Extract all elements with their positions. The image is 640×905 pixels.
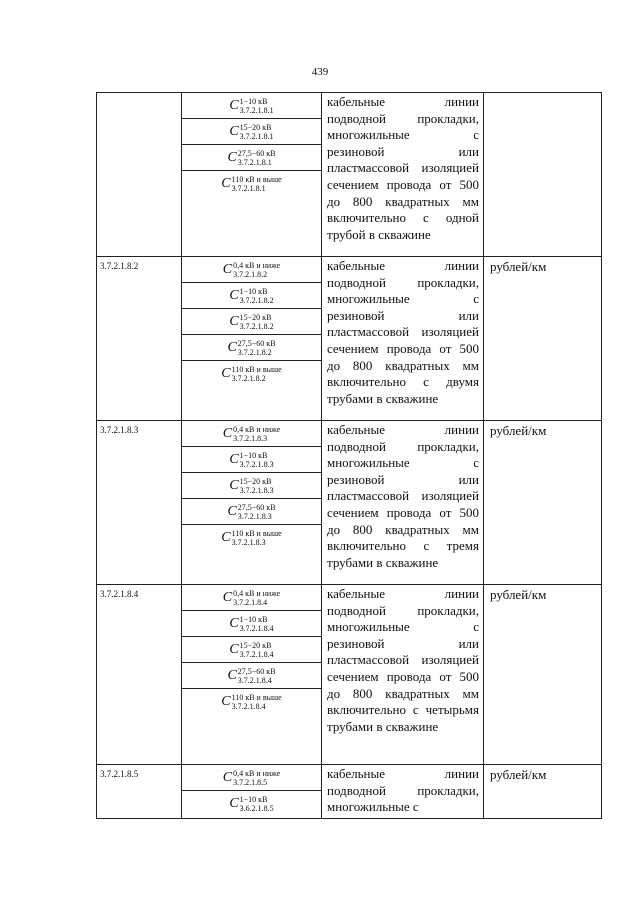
rate-symbol-superscript: 15−20 кВ (239, 122, 272, 132)
rate-symbol-formula (229, 477, 273, 495)
rate-symbol-letter: C (222, 769, 233, 785)
rate-symbol-indices (238, 339, 276, 357)
rate-symbol-superscript: 0,4 кВ и ниже (233, 424, 281, 434)
rate-symbol-indices (233, 425, 280, 443)
rate-symbol-superscript: 27,5−60 кВ (237, 502, 276, 512)
rate-symbol-superscript: 27,5−60 кВ (237, 338, 276, 348)
rate-symbol-indices (240, 477, 274, 495)
rate-symbol (182, 663, 321, 689)
rate-symbol-formula (227, 667, 275, 685)
rate-symbol-superscript: 1−10 кВ (239, 96, 268, 106)
rate-symbol-superscript: 1−10 кВ (239, 614, 268, 624)
rate-symbol-indices (232, 365, 282, 383)
rate-symbol-indices (240, 123, 274, 141)
rate-symbol-formula (221, 529, 281, 547)
rate-symbol-letter: C (221, 530, 231, 545)
rate-symbol-subscript: 3.7.2.1.8.3 (239, 459, 274, 469)
rate-symbol-formula (221, 365, 281, 383)
rate-symbol-indices (240, 795, 274, 813)
rate-symbol (182, 689, 321, 715)
row-description: кабельные линии подводной прокладки, многожильные с резиновой или пластмассовой изоляцией сечением провода от 500 до 800 квадратных мм включительно с одной трубой в скважине (322, 93, 484, 257)
rate-symbol (182, 447, 321, 473)
rate-symbol-subscript: 3.7.2.1.8.5 (233, 777, 268, 787)
table-row (97, 765, 602, 819)
rate-symbol (182, 765, 321, 791)
rate-symbol-letter: C (222, 589, 233, 605)
rate-symbol-subscript: 3.7.2.1.8.2 (231, 374, 266, 383)
table-row (97, 257, 602, 421)
row-code (97, 93, 182, 257)
table-row (97, 93, 602, 257)
table-row (97, 421, 602, 585)
rate-symbol (182, 119, 321, 145)
rate-symbol-letter: C (229, 796, 239, 811)
rate-symbol-letter: C (229, 477, 239, 493)
rate-symbol-subscript: 3.7.2.1.8.2 (237, 347, 272, 357)
rate-symbol-indices (240, 615, 274, 633)
rate-symbol (182, 283, 321, 309)
rate-symbol (182, 499, 321, 525)
row-symbols (182, 93, 322, 257)
row-symbols (182, 421, 322, 585)
rate-symbol-formula (221, 693, 281, 711)
rate-symbol-formula (229, 641, 273, 659)
rate-symbol-superscript: 1−10 кВ (239, 795, 268, 804)
rate-symbol-subscript: 3.7.2.1.8.4 (239, 623, 274, 633)
rate-symbol-letter: C (221, 694, 231, 709)
rate-symbol-subscript: 3.7.2.1.8.3 (233, 433, 268, 443)
rate-symbol-indices (233, 589, 280, 607)
rate-symbol-formula (227, 149, 275, 167)
rate-symbol-formula (229, 615, 273, 633)
tariff-table (96, 92, 602, 819)
rate-symbol-subscript: 3.7.2.1.8.1 (239, 131, 274, 141)
rate-symbol-formula (229, 451, 273, 469)
rate-symbol-superscript: 110 кВ и выше (231, 365, 282, 374)
rate-symbol-letter: C (221, 366, 231, 381)
rate-symbol-superscript: 1−10 кВ (239, 450, 268, 460)
rate-symbol (182, 611, 321, 637)
rate-symbol-formula (221, 175, 281, 193)
rate-symbol-indices (238, 149, 276, 167)
rate-symbol (182, 637, 321, 663)
rate-symbol-formula (223, 589, 280, 607)
rate-symbol (182, 791, 321, 817)
symbol-list (182, 421, 321, 551)
rate-symbol-subscript: 3.7.2.1.8.3 (237, 511, 272, 521)
row-description: кабельные линии подводной прокладки, многожильные с (322, 765, 484, 819)
rate-symbol-subscript: 3.7.2.1.8.3 (239, 485, 274, 495)
rate-symbol-superscript: 15−20 кВ (239, 312, 272, 322)
row-description: кабельные линии подводной прокладки, многожильные с резиновой или пластмассовой изоляцией сечением провода от 500 до 800 квадратных мм включительно с тремя трубами в скважине (322, 421, 484, 585)
rate-symbol-letter: C (227, 503, 237, 519)
rate-symbol-superscript: 110 кВ и выше (231, 529, 282, 538)
rate-symbol-letter: C (229, 615, 239, 631)
row-description: кабельные линии подводной прокладки, многожильные с резиновой или пластмассовой изоляцией сечением провода от 500 до 800 квадратных мм включительно с четырьмя трубами в скважине (322, 585, 484, 765)
rate-symbol-indices (240, 313, 274, 331)
rate-symbol-formula (223, 425, 280, 443)
rate-symbol-letter: C (222, 425, 233, 441)
rate-symbol (182, 145, 321, 171)
rate-symbol-formula (229, 287, 273, 305)
row-unit: рублей/км (484, 421, 602, 585)
rate-symbol-indices (238, 503, 276, 521)
rate-symbol-superscript: 27,5−60 кВ (237, 666, 276, 676)
rate-symbol-superscript: 27,5−60 кВ (237, 148, 276, 158)
rate-symbol-subscript: 3.7.2.1.8.2 (233, 269, 268, 279)
rate-symbol-subscript: 3.7.2.1.8.1 (237, 157, 272, 167)
rate-symbol (182, 361, 321, 387)
rate-symbol (182, 257, 321, 283)
rate-symbol-letter: C (227, 339, 237, 355)
row-unit: рублей/км (484, 585, 602, 765)
rate-symbol (182, 309, 321, 335)
rate-symbol-indices (232, 529, 282, 547)
rate-symbol-superscript: 0,4 кВ и ниже (233, 260, 281, 270)
rate-symbol-formula (229, 313, 273, 331)
rate-symbol-subscript: 3.6.2.1.8.5 (239, 804, 274, 813)
rate-symbol-formula (223, 769, 280, 787)
rate-symbol-letter: C (221, 176, 231, 191)
rate-symbol-subscript: 3.7.2.1.8.2 (239, 321, 274, 331)
rate-symbol-subscript: 3.7.2.1.8.1 (239, 105, 274, 115)
rate-symbol-indices (240, 641, 274, 659)
row-symbols (182, 765, 322, 819)
rate-symbol-letter: C (222, 261, 233, 277)
rate-symbol-superscript: 0,4 кВ и ниже (233, 768, 281, 778)
row-symbols (182, 585, 322, 765)
symbol-list (182, 257, 321, 387)
row-unit: рублей/км (484, 765, 602, 819)
row-unit: рублей/км (484, 257, 602, 421)
row-code: 3.7.2.1.8.2 (97, 257, 182, 421)
rate-symbol-letter: C (229, 313, 239, 329)
rate-symbol-subscript: 3.7.2.1.8.4 (237, 675, 272, 685)
rate-symbol-superscript: 110 кВ и выше (231, 693, 282, 702)
rate-symbol-formula (223, 261, 280, 279)
symbol-list (182, 93, 321, 197)
rate-symbol (182, 421, 321, 447)
row-symbols (182, 257, 322, 421)
rate-symbol-letter: C (229, 97, 239, 113)
tariff-table-body (97, 93, 602, 819)
rate-symbol-indices (240, 287, 274, 305)
symbol-list (182, 585, 321, 715)
rate-symbol-formula (229, 97, 273, 115)
row-code: 3.7.2.1.8.5 (97, 765, 182, 819)
table-row (97, 585, 602, 765)
rate-symbol-indices (233, 261, 280, 279)
rate-symbol-subscript: 3.7.2.1.8.4 (231, 702, 266, 711)
rate-symbol-subscript: 3.7.2.1.8.4 (233, 597, 268, 607)
rate-symbol (182, 93, 321, 119)
row-code: 3.7.2.1.8.4 (97, 585, 182, 765)
rate-symbol-indices (240, 451, 274, 469)
rate-symbol-subscript: 3.7.2.1.8.2 (239, 295, 274, 305)
row-description: кабельные линии подводной прокладки, многожильные с резиновой или пластмассовой изоляцией сечением провода от 500 до 800 квадратных мм включительно с двумя трубами в скважине (322, 257, 484, 421)
rate-symbol-formula (229, 123, 273, 141)
page-number: 439 (311, 66, 329, 78)
row-unit (484, 93, 602, 257)
rate-symbol-superscript: 15−20 кВ (239, 476, 272, 486)
rate-symbol-superscript: 110 кВ и выше (231, 175, 282, 184)
rate-symbol-superscript: 15−20 кВ (239, 640, 272, 650)
rate-symbol-letter: C (227, 149, 237, 165)
symbol-list (182, 765, 321, 817)
rate-symbol-letter: C (229, 641, 239, 657)
rate-symbol-subscript: 3.7.2.1.8.3 (231, 538, 266, 547)
rate-symbol (182, 525, 321, 551)
rate-symbol-formula (229, 795, 273, 813)
rate-symbol-subscript: 3.7.2.1.8.1 (231, 184, 266, 193)
rate-symbol-superscript: 0,4 кВ и ниже (233, 588, 281, 598)
row-code: 3.7.2.1.8.3 (97, 421, 182, 585)
rate-symbol-letter: C (229, 451, 239, 467)
rate-symbol-letter: C (227, 667, 237, 683)
rate-symbol-indices (240, 97, 274, 115)
rate-symbol-indices (232, 175, 282, 193)
rate-symbol-indices (232, 693, 282, 711)
rate-symbol (182, 585, 321, 611)
rate-symbol-letter: C (229, 287, 239, 303)
rate-symbol (182, 335, 321, 361)
rate-symbol (182, 473, 321, 499)
rate-symbol-subscript: 3.7.2.1.8.4 (239, 649, 274, 659)
rate-symbol (182, 171, 321, 197)
rate-symbol-formula (227, 339, 275, 357)
rate-symbol-formula (227, 503, 275, 521)
rate-symbol-superscript: 1−10 кВ (239, 286, 268, 296)
rate-symbol-indices (233, 769, 280, 787)
rate-symbol-letter: C (229, 123, 239, 139)
rate-symbol-indices (238, 667, 276, 685)
